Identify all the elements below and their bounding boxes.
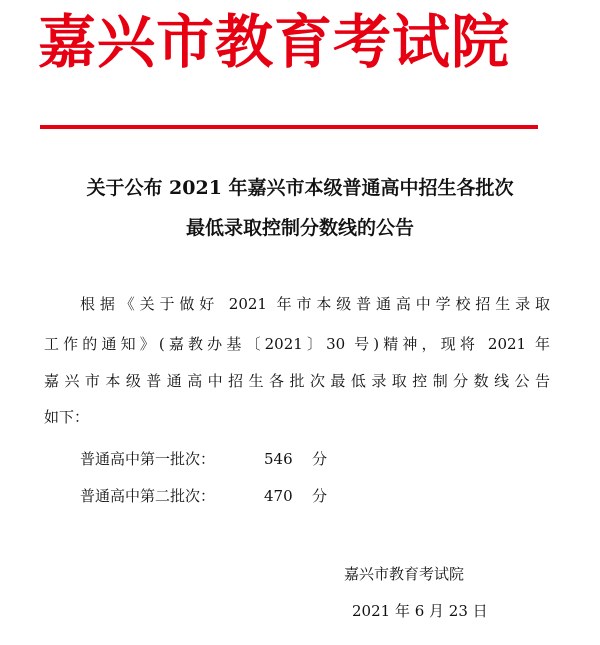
- score-unit: 分: [312, 450, 328, 468]
- score-value: 546: [264, 450, 293, 468]
- signature-date: 2021 年 6 月 23 日: [352, 602, 488, 620]
- body-paragraph-line-4: 如下：: [44, 408, 90, 426]
- score-value: 470: [264, 487, 293, 505]
- issuer-banner: 嘉兴市教育考试院: [38, 8, 511, 76]
- notice-title-line-1: 关于公布 2021 年嘉兴市本级普通高中招生各批次: [86, 177, 514, 199]
- score-unit: 分: [312, 487, 328, 505]
- body-paragraph-line-2: 工作的通知》(嘉教办基〔2021〕30 号)精神，现将 2021 年: [44, 335, 550, 353]
- red-divider-rule: [40, 125, 538, 129]
- body-paragraph-line-1: 根据《关于做好 2021 年市本级普通高中学校招生录取: [80, 295, 550, 313]
- signature-organization: 嘉兴市教育考试院: [344, 565, 465, 583]
- notice-title-line-2: 最低录取控制分数线的公告: [185, 217, 414, 239]
- score-label: 普通高中第一批次：: [80, 450, 216, 468]
- score-label: 普通高中第二批次：: [80, 487, 216, 505]
- body-paragraph-line-3: 嘉兴市本级普通高中招生各批次最低录取控制分数线公告: [44, 372, 550, 390]
